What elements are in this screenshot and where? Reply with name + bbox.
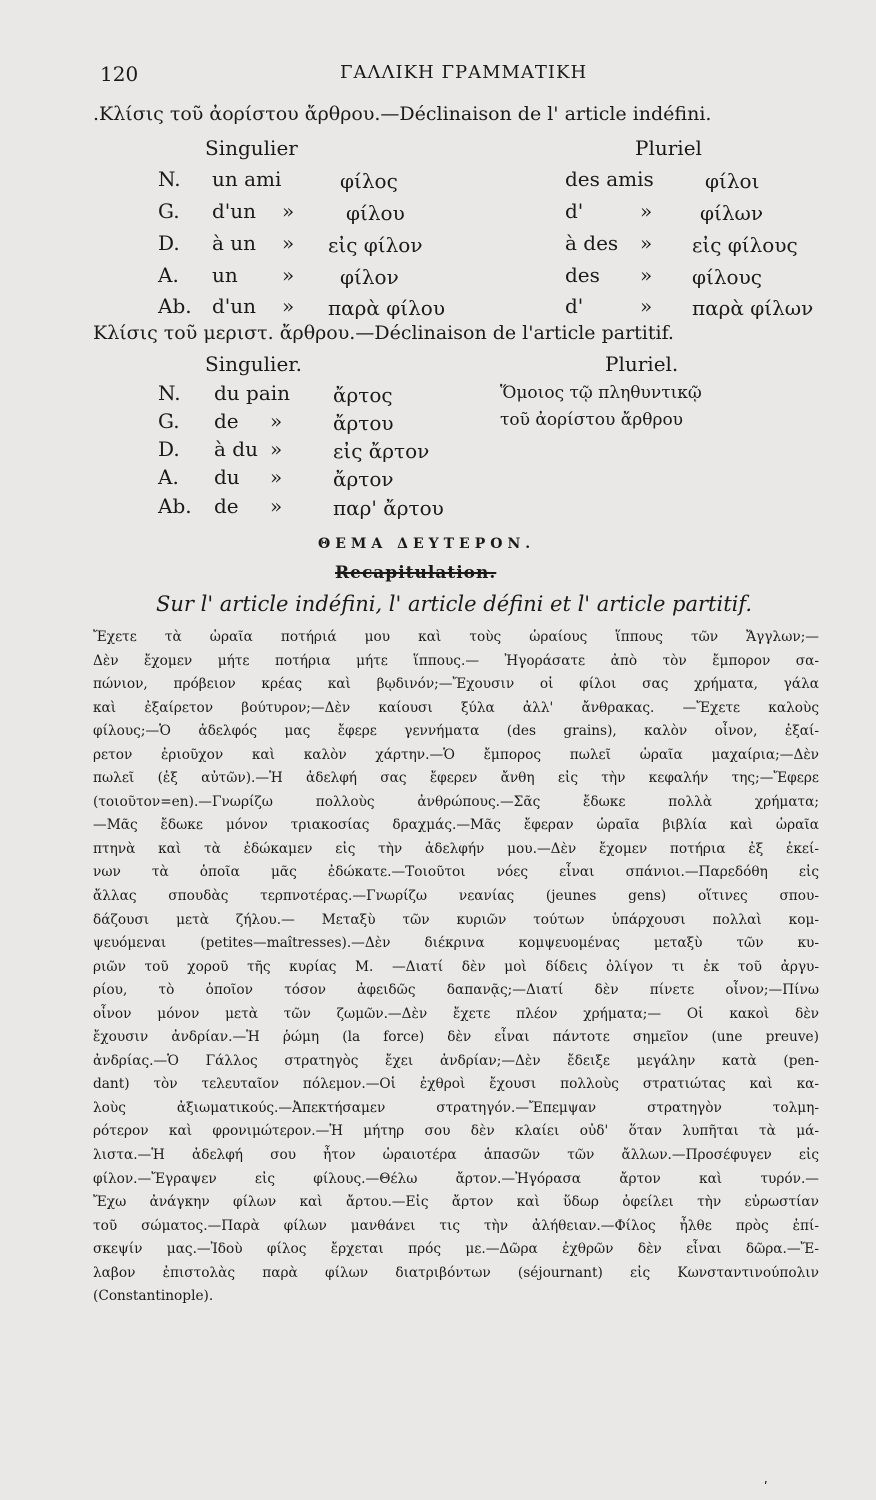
indefinite-title: .Κλίσις τοῦ ἀορίστου ἄρθρου.—Déclinaison de l' article indéfini. — [93, 103, 712, 125]
singular-greek: ἄρτου — [333, 411, 394, 435]
partitive-title: Κλίσις τοῦ μεριστ. ἄρθρου.—Déclinaison de l'article partitif. — [93, 322, 674, 344]
page-number: 120 — [100, 62, 139, 86]
text-line: φίλους;—Ὁ ἀδελφός μας ἔφερε γεννήματα (des grains), καλὸν οἶνον, ἐξαί- — [93, 723, 819, 740]
text-line: Ἔχετε τὰ ὡραῖα ποτήριά μου καὶ τοὺς ὡραίους ἵππους τῶν Ἄγγλων;— — [93, 629, 819, 645]
singular-french: du pain — [214, 381, 291, 405]
singular-french: de — [214, 409, 239, 433]
singular-greek: ἄρτος — [333, 383, 393, 407]
singular-greek: εἰς ἄρτον — [333, 439, 430, 463]
case-label: N. — [158, 381, 181, 405]
case-label: A. — [158, 465, 179, 489]
ditto-mark: » — [640, 263, 653, 287]
text-line: λοὺς ἀξιωματικούς.—Ἀπεκτήσαμεν στρατηγόν.—Ἔπεμψαν στρατηγὸν τολμη- — [93, 1099, 819, 1116]
singular-greek: παρ' ἄρτου — [333, 496, 444, 520]
ditto-mark: » — [640, 231, 653, 255]
recap-heading: Recapitulation. — [335, 563, 497, 583]
text-line: φίλον.—Ἔγραψεν εἰς φίλους.—Θέλω ἄρτον.—Ἠγόρασα ἄρτον καὶ τυρόν.— — [93, 1170, 819, 1187]
plural-french: des amis — [565, 167, 654, 191]
plural-greek: εἰς φίλους — [692, 233, 798, 257]
singular-french: un — [212, 263, 238, 287]
text-line: ρίου, τὸ ὁποῖον τόσον ἀφειδῶς δαπανᾷς;—Διατί δὲν πίνετε οἶνον;—Πίνω — [93, 982, 819, 999]
case-label: Ab. — [158, 494, 192, 518]
plural-greek: φίλους — [692, 265, 762, 289]
singular-french: de — [214, 494, 239, 518]
plural-french: d' — [565, 294, 584, 318]
text-line: πωλεῖ (ἐξ αὐτῶν).—Ἡ ἀδελφή σας ἔφερεν ἄνθη εἰς τὴν κεφαλήν της;—Ἔφερε — [93, 770, 819, 787]
plural-french: des — [565, 263, 600, 287]
text-line: λιστα.—Ἡ ἀδελφή σου ἦτον ὡραιοτέρα ἁπασῶν τῶν ἄλλων.—Προσέφυγεν εἰς — [93, 1147, 819, 1164]
text-line: οἶνον μόνον μετὰ τῶν ζωμῶν.—Δὲν ἔχετε πλέον χρήματα;— Οἱ κακοὶ δὲν — [93, 1005, 819, 1022]
case-label: N. — [158, 167, 181, 191]
text-line: πτηνὰ καὶ τὰ ἐδώκαμεν εἰς τὴν ἀδελφήν μου.—Δὲν ἔχομεν ποτήρια ἐξ ἐκεί- — [93, 840, 819, 857]
singular-french: à du — [214, 437, 258, 461]
ditto-mark: » — [270, 465, 283, 489]
ditto-mark: » — [282, 263, 295, 287]
text-line: ψευόμεναι (petites—maîtresses).—Δὲν διέκρινα κομψευομένας μεταξὺ τῶν κυ- — [93, 935, 819, 952]
singular-greek: φίλον — [340, 265, 399, 289]
text-line: (Constantinople). — [93, 1288, 214, 1305]
indefinite-singular-label: Singulier — [205, 136, 298, 160]
text-line: πώνιον, πρόβειον κρέας καὶ βῳδινόν;—Ἔχουσιν οἱ φίλοι σας χρήματα, γάλα — [93, 676, 819, 693]
text-line: ἄλλας σπουδὰς τερπνοτέρας.—Γνωρίζω νεανίας (jeunes gens) οἵτινες σπου- — [93, 888, 819, 905]
plural-note-line-1: Ὅμοιος τῷ πληθυντικῷ — [500, 383, 702, 403]
singular-greek: ἄρτον — [333, 467, 394, 491]
sur-heading: Sur l' article indéfini, l' article défini et l' article partitif. — [156, 592, 753, 616]
singular-french: du — [214, 465, 240, 489]
singular-french: d'un — [212, 294, 257, 318]
ditto-mark: » — [282, 294, 295, 318]
text-line: dant) τὸν τελευταῖον πόλεμον.—Οἱ ἐχθροὶ ἔχουσι πολλοὺς στρατιώτας καὶ κα- — [93, 1076, 819, 1093]
plural-note-line-2: τοῦ ἀορίστου ἄρθρου — [500, 410, 684, 430]
theme-heading: ΘΕΜΑ ΔΕΥΤΕΡΟΝ. — [318, 536, 536, 552]
plural-greek: φίλοι — [705, 169, 760, 193]
singular-greek: φίλος — [340, 169, 398, 193]
ditto-mark: » — [640, 294, 653, 318]
text-line: καὶ ἐξαίρετον βούτυρον;—Δὲν καίουσι ξύλα ἀλλ' ἄνθρακας. —Ἔχετε καλοὺς — [93, 699, 819, 716]
plural-greek: φίλων — [700, 201, 763, 225]
text-line: —Μᾶς ἔδωκε μόνον τριακοσίας δραχμάς.—Μᾶς ἔφεραν ὡραῖα βιβλία καὶ ὡραῖα — [93, 817, 819, 834]
ditto-mark: » — [282, 199, 295, 223]
plural-french: d' — [565, 199, 584, 223]
text-line: ρετον ἐριοῦχον καὶ καλὸν χάρτην.—Ὁ ἔμπορος πωλεῖ ὡραῖα μαχαίρια;—Δὲν — [93, 746, 819, 763]
case-label: D. — [158, 437, 180, 461]
exercise-text — [93, 626, 819, 1309]
case-label: G. — [158, 199, 180, 223]
indefinite-plural-label: Pluriel — [635, 136, 702, 160]
text-line: σκεψίν μας.—Ἰδοὺ φίλος ἔρχεται πρός με.—Δῶρα ἐχθρῶν δὲν εἶναι δῶρα.—Ἔ- — [93, 1241, 819, 1258]
case-label: A. — [158, 263, 179, 287]
ditto-mark: » — [640, 199, 653, 223]
case-label: D. — [158, 231, 180, 255]
ditto-mark: » — [282, 231, 295, 255]
singular-french: un ami — [212, 167, 282, 191]
text-line: Δὲν ἔχομεν μήτε ποτήρια μήτε ἵππους.— Ἠγοράσατε ἀπὸ τὸν ἔμπορον σα- — [93, 652, 819, 669]
text-line: ριῶν τοῦ χοροῦ τῆς κυρίας Μ. —Διατί δὲν μοὶ δίδεις ὀλίγον τι ἐκ τοῦ ἀργυ- — [93, 958, 819, 975]
ditto-mark: » — [270, 409, 283, 433]
partitive-plural-label: Pluriel. — [605, 352, 679, 376]
plural-french: à des — [565, 231, 619, 255]
text-line: δάζουσι μετὰ ζήλου.— Μεταξὺ τῶν κυριῶν τούτων ὑπάρχουσι πολλαὶ κομ- — [93, 911, 819, 928]
case-label: G. — [158, 409, 180, 433]
singular-french: à un — [212, 231, 257, 255]
ditto-mark: » — [270, 437, 283, 461]
text-line: τοῦ σώματος.—Παρὰ φίλων μανθάνει τις τὴν ἀλήθειαν.—Φίλος ἦλθε πρὸς ἐπί- — [93, 1217, 819, 1234]
text-line: ρότερον καὶ φρονιμώτερον.—Ἡ μήτηρ σου δὲν κλαίει οὐδ' ὅταν λυπῆται τὰ μά- — [93, 1123, 819, 1140]
running-title: ΓΑΛΛΙΚΗ ΓΡΑΜΜΑΤΙΚΗ — [340, 62, 588, 83]
text-line: ἔχουσιν ἀνδρίαν.—Ἡ ῥώμη (la force) δὲν εἶναι πάντοτε σημεῖον (une preuve) — [93, 1029, 819, 1046]
text-line: (τοιοῦτον=en).—Γνωρίζω πολλοὺς ἀνθρώπους.—Σᾶς ἔδωκε πολλὰ χρήματα; — [93, 793, 819, 810]
singular-greek: φίλου — [346, 201, 405, 225]
plural-greek: παρὰ φίλων — [692, 296, 814, 320]
case-label: Ab. — [158, 294, 192, 318]
singular-greek: παρὰ φίλου — [328, 296, 445, 320]
singular-french: d'un — [212, 199, 257, 223]
singular-greek: εἰς φίλον — [328, 233, 423, 257]
corner-mark: ʹ — [764, 1480, 768, 1494]
text-line: νων τὰ ὁποῖα μᾶς ἐδώκατε.—Τοιοῦτοι νόες εἶναι σπάνιοι.—Παρεδόθη εἰς — [93, 864, 819, 881]
text-line: Ἔχω ἀνάγκην φίλων καὶ ἄρτου.—Εἰς ἄρτον καὶ ὕδωρ ὀφείλει τὴν εὐρωστίαν — [93, 1194, 819, 1211]
text-line: ἀνδρίας.—Ὁ Γάλλος στρατηγὸς ἔχει ἀνδρίαν;—Δὲν ἔδειξε μεγάλην κατὰ (pen- — [93, 1052, 819, 1069]
ditto-mark: » — [270, 494, 283, 518]
partitive-singular-label: Singulier. — [205, 352, 303, 376]
text-line: λαβον ἐπιστολὰς παρὰ φίλων διατριβόντων (séjournant) εἰς Κωνσταντινούπολιν — [93, 1264, 819, 1281]
